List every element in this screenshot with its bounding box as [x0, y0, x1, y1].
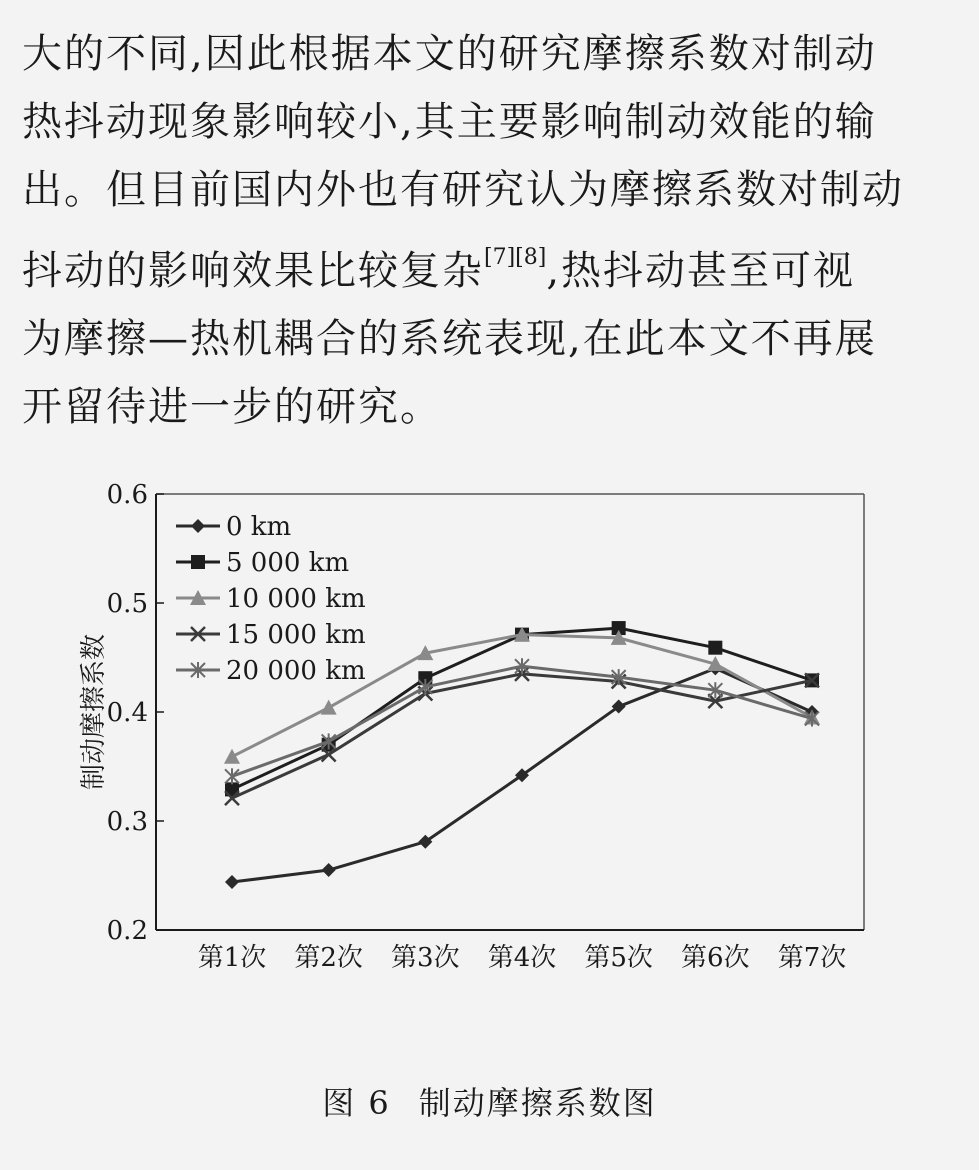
y-tick-label: 0.2 — [106, 916, 148, 946]
legend-label: 0 km — [226, 512, 292, 542]
y-tick-label: 0.6 — [106, 480, 148, 510]
x-tick-label: 第2次 — [294, 943, 363, 973]
legend-label: 20 000 km — [226, 656, 366, 686]
paragraph-text: 抖动的影响效果比较复杂 — [22, 248, 484, 294]
legend-label: 10 000 km — [226, 584, 366, 614]
paragraph-line: 热抖动现象影响较小,其主要影响制动效能的输 — [22, 99, 877, 145]
legend-entry — [176, 548, 349, 578]
figure-caption — [0, 1078, 979, 1124]
paragraph-line: 大的不同,因此根据本文的研究摩擦系数对制动 — [22, 31, 877, 77]
legend-entry — [176, 620, 366, 650]
data-point — [322, 863, 336, 877]
series-4 — [225, 667, 819, 805]
y-tick-label: 0.3 — [106, 807, 148, 837]
data-point — [708, 641, 722, 655]
y-tick-label: 0.4 — [106, 698, 148, 728]
data-point — [191, 519, 205, 533]
y-axis-label: 制动摩擦系数 — [79, 633, 109, 791]
legend-entry — [176, 512, 291, 542]
legend-entry — [176, 656, 366, 686]
body-paragraph — [22, 20, 962, 441]
series-line — [232, 628, 812, 789]
x-tick-label: 第1次 — [197, 943, 267, 973]
data-point — [224, 749, 240, 764]
figure-number: 图 6 — [322, 1084, 391, 1122]
paragraph-line: 为摩擦—热机耦合的系统表现,在此本文不再展 — [22, 316, 877, 362]
data-point — [191, 555, 205, 569]
x-tick-label: 第7次 — [777, 943, 847, 973]
x-tick-label: 第5次 — [584, 943, 653, 973]
paragraph-line: 出。但目前国内外也有研究认为摩擦系数对制动 — [22, 167, 904, 213]
legend-entry — [176, 584, 366, 614]
x-tick-label: 第4次 — [487, 943, 557, 973]
data-point — [225, 768, 239, 784]
friction-coefficient-chart — [0, 470, 979, 990]
paragraph-line — [22, 224, 962, 305]
series-line — [232, 635, 812, 757]
figure-title: 制动摩擦系数图 — [418, 1084, 657, 1122]
citation-reference[interactable]: [7][8] — [484, 245, 547, 270]
paragraph-line: 开留待进一步的研究。 — [22, 384, 442, 430]
data-point — [225, 875, 239, 889]
chart-legend — [176, 512, 366, 686]
legend-label: 5 000 km — [226, 548, 350, 578]
chart-axes — [79, 480, 864, 973]
x-tick-label: 第6次 — [681, 943, 750, 973]
legend-label: 15 000 km — [226, 620, 366, 650]
data-point — [321, 700, 337, 715]
paragraph-text: ,热抖动甚至可视 — [546, 248, 856, 294]
x-tick-label: 第3次 — [391, 943, 460, 973]
y-tick-label: 0.5 — [106, 589, 148, 619]
